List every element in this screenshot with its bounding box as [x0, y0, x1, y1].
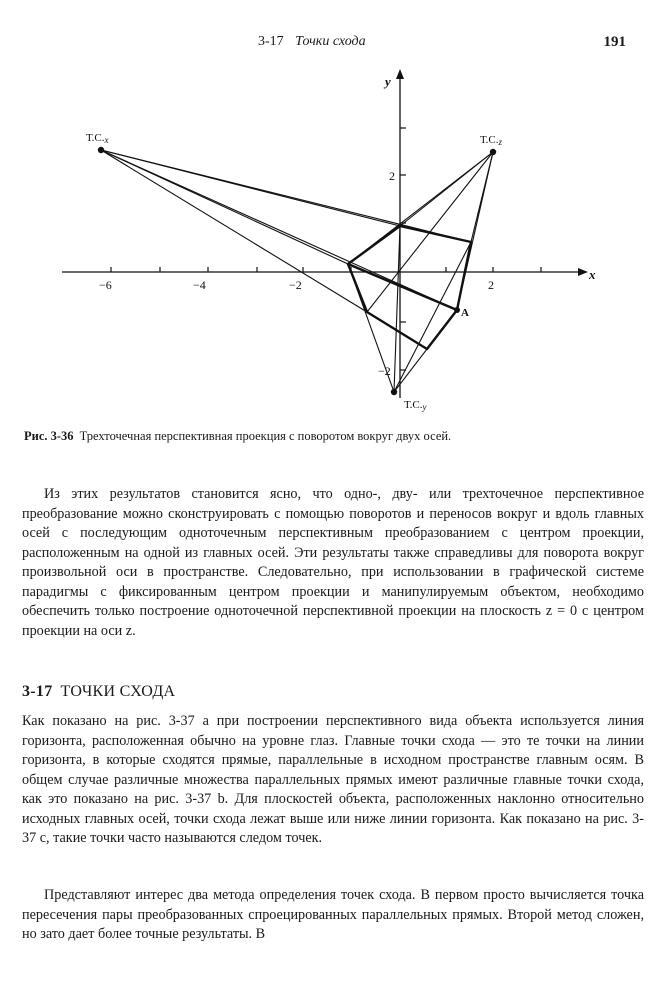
paragraph-1: Из этих результатов становится ясно, что одно-, дву- или трехточечное перспективное преобразование можно сконструировать с помощью поворотов и переносов вокруг и вдоль главных осей с последующим одноточечным перспективным преобразованием с центром проекции, расположенным на одной из главных осей. Эти результаты также справедливы для поворота вокруг произвольной оси в пространстве. Следовательно, при использовании в графической системе парадигмы с фиксированным центром проекции и манипулируемым объектом, необходимо обеспечить только построение одноточечной перспективной проекции на плоскость z = 0 с центром проекции на оси z.	[22, 486, 644, 639]
axis-y-label: y	[385, 74, 391, 89]
x-axis-arrow-icon	[578, 268, 588, 276]
figure-caption	[24, 428, 644, 444]
ray-vpy-4	[394, 226, 400, 392]
running-header-section	[258, 34, 366, 50]
vanishing-point-z	[490, 149, 496, 155]
y-axis-arrow-icon	[396, 69, 404, 79]
y-tick-label: 2	[389, 169, 395, 183]
vp-y-label: Т.С.y	[404, 399, 427, 412]
point-a-label: A	[461, 307, 469, 319]
caption-label: Рис. 3-36	[24, 429, 74, 443]
running-header	[0, 34, 666, 54]
header-section-title: Точки схода	[295, 34, 366, 49]
point-a-marker	[454, 307, 460, 313]
section-number: 3-17	[22, 683, 53, 700]
object-face-top	[348, 226, 471, 310]
object-edge-front	[348, 264, 457, 349]
ray-inner-2	[101, 150, 367, 312]
ray-vpx-2	[101, 150, 471, 242]
section-heading	[22, 683, 175, 701]
caption-text: Трехточечная перспективная проекция с поворотом вокруг двух осей.	[79, 429, 452, 443]
header-section-number: 3-17	[258, 34, 284, 49]
x-tick-label: −4	[193, 278, 206, 292]
figure-3-36	[0, 60, 666, 425]
paragraph-3: Представляют интерес два метода определения точек схода. В первом просто вычисляется точка пересечения пары преобразованных спроецированных параллельных прямых. Второй метод сложен, но зато дает более точные результаты. В	[22, 887, 644, 942]
x-tick-label: −2	[289, 278, 302, 292]
section-title: ТОЧКИ СХОДА	[60, 683, 176, 700]
vp-z-label: Т.С.z	[480, 134, 502, 147]
x-tick-label: −6	[99, 278, 112, 292]
ray-vpy-2	[394, 242, 471, 392]
vanishing-point-x	[98, 147, 104, 153]
page-number: 191	[603, 34, 626, 50]
paragraph-2: Как показано на рис. 3-37 a при построении перспективного вида объекта используется линия горизонта, расположенная обычно на уровне глаз. Главные точки схода — это те точки на линии горизонта, в которые сходятся прямые, параллельные в исходном пространстве главным осям. В общем случае различные множества параллельных прямых имеют различные главные точки схода, как это показано на рис. 3-37 b. Для плоскостей объекта, расположенных наклонно относительно исходных главных осей, точки схода лежат выше или ниже линии горизонта. Как показано на рис. 3-37 c, такие точки часто называются следом точек.	[22, 713, 644, 846]
ray-vpx-4	[101, 150, 457, 310]
x-tick-label: 2	[488, 278, 494, 292]
y-tick-label: −2	[378, 364, 391, 378]
vp-x-label: Т.С.x	[86, 132, 109, 145]
vanishing-point-y	[391, 389, 397, 395]
axis-x-label: x	[589, 267, 596, 282]
